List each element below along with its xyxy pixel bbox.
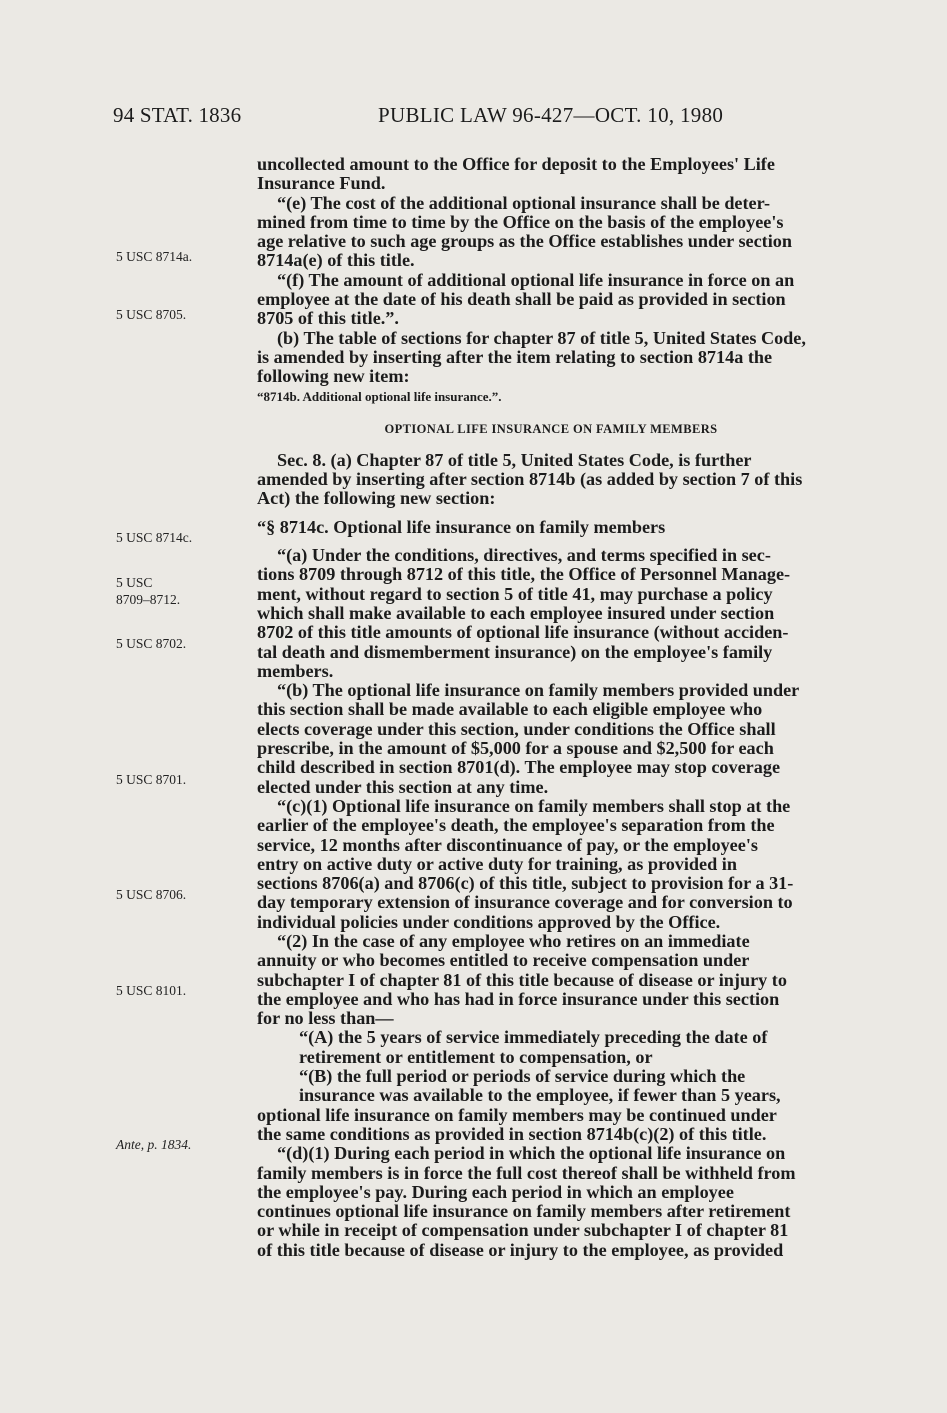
- text-line: elected under this section at any time.: [257, 776, 549, 797]
- text-line: uncollected amount to the Office for deposit to the Employees' Life: [257, 154, 775, 174]
- margin-note: 5 USC 8701.: [116, 772, 187, 787]
- text-line: ment, without regard to section 5 of title 41, may purchase a policy: [257, 583, 773, 604]
- section-heading: OPTIONAL LIFE INSURANCE ON FAMILY MEMBERS: [384, 421, 718, 436]
- text-line: tal death and dismemberment insurance) on the employee's family: [257, 641, 773, 662]
- text-line: for no less than—: [257, 1008, 394, 1029]
- text-line: 8705 of this title.”.: [257, 308, 399, 329]
- new-section-title: “§ 8714c. Optional life insurance on family members: [257, 516, 666, 537]
- text-line: “(B) the full period or periods of service during which the: [299, 1066, 746, 1087]
- text-line: the same conditions as provided in section 8714b(c)(2) of this title.: [257, 1123, 767, 1144]
- text-line: earlier of the employee's death, the employee's separation from the: [257, 815, 775, 836]
- text-line: tions 8709 through 8712 of this title, the Office of Personnel Manage-: [257, 564, 791, 585]
- text-line: which shall make available to each employee insured under section: [257, 602, 775, 623]
- text-line: 8714a(e) of this title.: [257, 250, 415, 271]
- margin-note: 5 USC: [116, 575, 153, 590]
- text-line: optional life insurance on family members may be continued under: [257, 1104, 777, 1125]
- text-line: individual policies under conditions approved by the Office.: [257, 911, 721, 932]
- text-line: is amended by inserting after the item relating to section 8714a the: [257, 346, 773, 367]
- text-line: amended by inserting after section 8714b (as added by section 7 of this: [257, 469, 803, 490]
- margin-note: 8709–8712.: [116, 592, 181, 607]
- text-line: Act) the following new section:: [257, 488, 496, 509]
- text-line: mined from time to time by the Office on the basis of the employee's: [257, 211, 784, 232]
- margin-note: Ante, p. 1834.: [116, 1137, 192, 1152]
- margin-note: 5 USC 8101.: [116, 983, 187, 998]
- statute-text: [257, 155, 875, 1260]
- text-line: subchapter I of chapter 81 of this title because of disease or injury to: [257, 969, 787, 990]
- text-line: insurance was available to the employee, if fewer than 5 years,: [299, 1085, 781, 1106]
- text-line: “(2) In the case of any employee who retires on an immediate: [277, 930, 750, 951]
- page-reference: 94 STAT. 1836: [113, 103, 242, 127]
- text-line: (b) The table of sections for chapter 87 of title 5, United States Code,: [277, 327, 806, 348]
- text-line: annuity or who becomes entitled to receive compensation under: [257, 950, 750, 971]
- margin-note: 5 USC 8714c.: [116, 530, 193, 545]
- text-line: continues optional life insurance on family members after retirement: [257, 1201, 791, 1222]
- text-line: members.: [257, 660, 334, 681]
- text-line: the employee's pay. During each period in which an employee: [257, 1181, 734, 1202]
- text-line: following new item:: [257, 366, 410, 387]
- margin-note: 5 USC 8702.: [116, 636, 187, 651]
- text-line: “(A) the 5 years of service immediately preceding the date of: [299, 1027, 768, 1048]
- text-line: day temporary extension of insurance coverage and for conversion to: [257, 892, 793, 913]
- text-line: “(f) The amount of additional optional life insurance in force on an: [277, 269, 795, 290]
- text-line: Insurance Fund.: [257, 173, 386, 194]
- text-line: “(d)(1) During each period in which the optional life insurance on: [277, 1143, 786, 1164]
- text-line: retirement or entitlement to compensation, or: [299, 1046, 653, 1067]
- text-line: the employee and who has had in force insurance under this section: [257, 988, 780, 1009]
- text-line: entry on active duty or active duty for training, as provided in: [257, 853, 737, 874]
- text-line: “(c)(1) Optional life insurance on family members shall stop at the: [277, 795, 791, 816]
- table-of-sections-item: “8714b. Additional optional life insurance.”.: [257, 388, 502, 404]
- margin-note: 5 USC 8705.: [116, 307, 187, 322]
- text-line: or while in receipt of compensation under subchapter I of chapter 81: [257, 1220, 789, 1241]
- text-line: sections 8706(a) and 8706(c) of this title, subject to provision for a 31-: [257, 873, 794, 894]
- margin-note: 5 USC 8714a.: [116, 249, 193, 264]
- text-line: “(a) Under the conditions, directives, and terms specified in sec-: [277, 545, 771, 566]
- text-line: elects coverage under this section, under conditions the Office shall: [257, 718, 776, 739]
- text-line: this section shall be made available to each eligible employee who: [257, 699, 763, 720]
- text-line: employee at the date of his death shall be paid as provided in section: [257, 289, 786, 310]
- text-line: Sec. 8. (a) Chapter 87 of title 5, United States Code, is further: [277, 449, 752, 470]
- text-line: of this title because of disease or injury to the employee, as provided: [257, 1239, 784, 1260]
- text-line: age relative to such age groups as the Office establishes under section: [257, 231, 792, 252]
- text-line: “(e) The cost of the additional optional insurance shall be deter-: [277, 192, 771, 213]
- page-title: PUBLIC LAW 96-427—OCT. 10, 1980: [378, 103, 724, 127]
- text-line: service, 12 months after discontinuance of pay, or the employee's: [257, 834, 758, 855]
- text-line: “(b) The optional life insurance on family members provided under: [277, 680, 800, 701]
- text-line: child described in section 8701(d). The employee may stop coverage: [257, 757, 781, 778]
- text-line: 8702 of this title amounts of optional life insurance (without acciden-: [257, 622, 789, 643]
- margin-note: 5 USC 8706.: [116, 887, 187, 902]
- text-line: family members is in force the full cost thereof shall be withheld from: [257, 1162, 796, 1183]
- text-line: prescribe, in the amount of $5,000 for a spouse and $2,500 for each: [257, 738, 774, 759]
